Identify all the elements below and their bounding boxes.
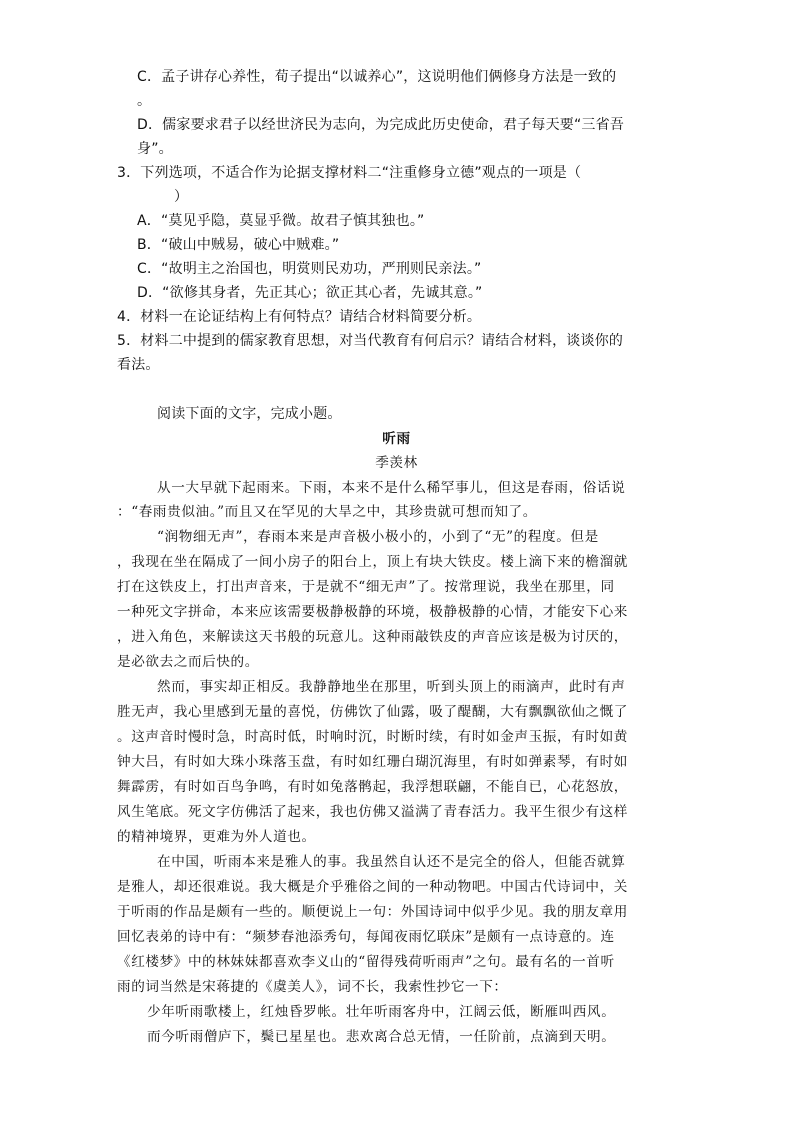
q2-option-c-line1: C．孟子讲存心养性，荀子提出“以诚养心”，这说明他们俩修身方法是一致的 — [137, 69, 617, 85]
passage-line: 风生笔底。死文字仿佛活了起来，我也仿佛又溢满了青春活力。我平生很少有这样 — [117, 804, 628, 820]
passage-line: ：“春雨贵似油。”而且又在罕见的大旱之中，其珍贵就可想而知了。 — [117, 504, 537, 520]
passage-line: 在中国，听雨本来是雅人的事。我虽然自认还不是完全的俗人，但能否就算 — [157, 854, 626, 870]
passage-line: 打在这铁皮上，打出声音来，于是就不“细无声”了。按常理说，我坐在那里，同 — [117, 579, 615, 595]
q5-line1: 5．材料二中提到的儒家教育思想，对当代教育有何启示？请结合材料，谈谈你的 — [117, 333, 624, 349]
passage-line: 从一大早就下起雨来。下雨，本来不是什么稀罕事儿，但这是春雨，俗话说 — [157, 480, 626, 496]
passage-line: 是必欲去之而后快的。 — [117, 654, 259, 670]
passage-line: 的精神境界，更难为外人道也。 — [117, 829, 316, 845]
passage-line: ，我现在坐在隔成了一间小房子的阳台上，顶上有块大铁皮。楼上滴下来的檐溜就 — [117, 554, 628, 570]
passage-line: 一种死文字拼命，本来应该需要极静极静的环境，极静极静的心情，才能安下心来 — [117, 604, 628, 620]
passage-line: 回忆表弟的诗中有：“频梦春池添秀句，每闻夜雨忆联床”是颇有一点诗意的。连 — [117, 929, 615, 945]
passage-line: 然而，事实却正相反。我静静地坐在那里，听到头顶上的雨滴声，此时有声 — [157, 679, 626, 695]
passage-line: 钟大吕，有时如大珠小珠落玉盘，有时如红珊白瑚沉海里，有时如弹素琴，有时如 — [117, 754, 628, 770]
q4: 4．材料一在论证结构上有何特点？请结合材料简要分析。 — [117, 309, 482, 325]
q3-option-a: A．“莫见乎隐，莫显乎微。故君子慎其独也。” — [137, 213, 425, 229]
passage-line: 胜无声，我心里感到无量的喜悦，仿佛饮了仙露，吸了醍醐，大有飘飘欲仙之慨了 — [117, 704, 628, 720]
q3-stem-line2: ） — [174, 189, 189, 205]
q3-option-b: B．“破山中贼易，破心中贼难。” — [137, 237, 340, 253]
passage-line: 《红楼梦》中的林妹妹都喜欢李义山的“留得残荷听雨声”之句。最有名的一首听 — [117, 954, 615, 970]
q3-stem-line1: 3．下列选项，不适合作为论据支撑材料二“注重修身立德”观点的一项是（ — [117, 165, 582, 181]
passage-title: 听雨 — [382, 431, 411, 447]
passage-line: 于听雨的作品是颇有一些的。顺便说上一句：外国诗词中似乎少见。我的朋友章用 — [117, 904, 628, 920]
passage-line: 舞霹雳，有时如百鸟争鸣，有时如兔落鹘起，我浮想联翩，不能自已，心花怒放， — [117, 779, 628, 795]
q5-line2: 看法。 — [117, 357, 160, 373]
q2-option-c-line2: 。 — [137, 93, 152, 109]
q2-option-d-line2: 身”。 — [137, 141, 173, 157]
reading-instruction: 阅读下面的文字，完成小题。 — [157, 406, 342, 422]
q2-option-d-line1: D．儒家要求君子以经世济民为志向，为完成此历史使命，君子每天要“三省吾 — [137, 117, 625, 133]
passage-line: 雨的词当然是宋蒋捷的《虞美人》，词不长，我索性抄它一下： — [117, 979, 508, 995]
poem-line: 少年听雨歌楼上，红烛昏罗帐。壮年听雨客舟中，江阔云低，断雁叫西风。 — [147, 1004, 616, 1020]
passage-line: 是雅人，却还很难说。我大概是介乎雅俗之间的一种动物吧。中国古代诗词中，关 — [117, 879, 628, 895]
passage-line: ，进入角色，来解读这天书般的玩意儿。这种雨敲铁皮的声音应该是极为讨厌的， — [117, 629, 628, 645]
passage-line: “润物细无声”，春雨本来是声音极小极小的，小到了“无”的程度。但是 — [157, 529, 599, 545]
q3-option-d: D．“欲修其身者，先正其心；欲正其心者，先诚其意。” — [137, 285, 483, 301]
poem-line: 而今听雨僧庐下，鬓已星星也。悲欢离合总无情，一任阶前，点滴到天明。 — [147, 1029, 616, 1045]
q3-option-c: C．“故明主之治国也，明赏则民劝功，严刑则民亲法。” — [137, 261, 482, 277]
passage-line: 。这声音时慢时急，时高时低，时响时沉，时断时续，有时如金声玉振，有时如黄 — [117, 729, 628, 745]
passage-author: 季羡林 — [375, 455, 418, 471]
